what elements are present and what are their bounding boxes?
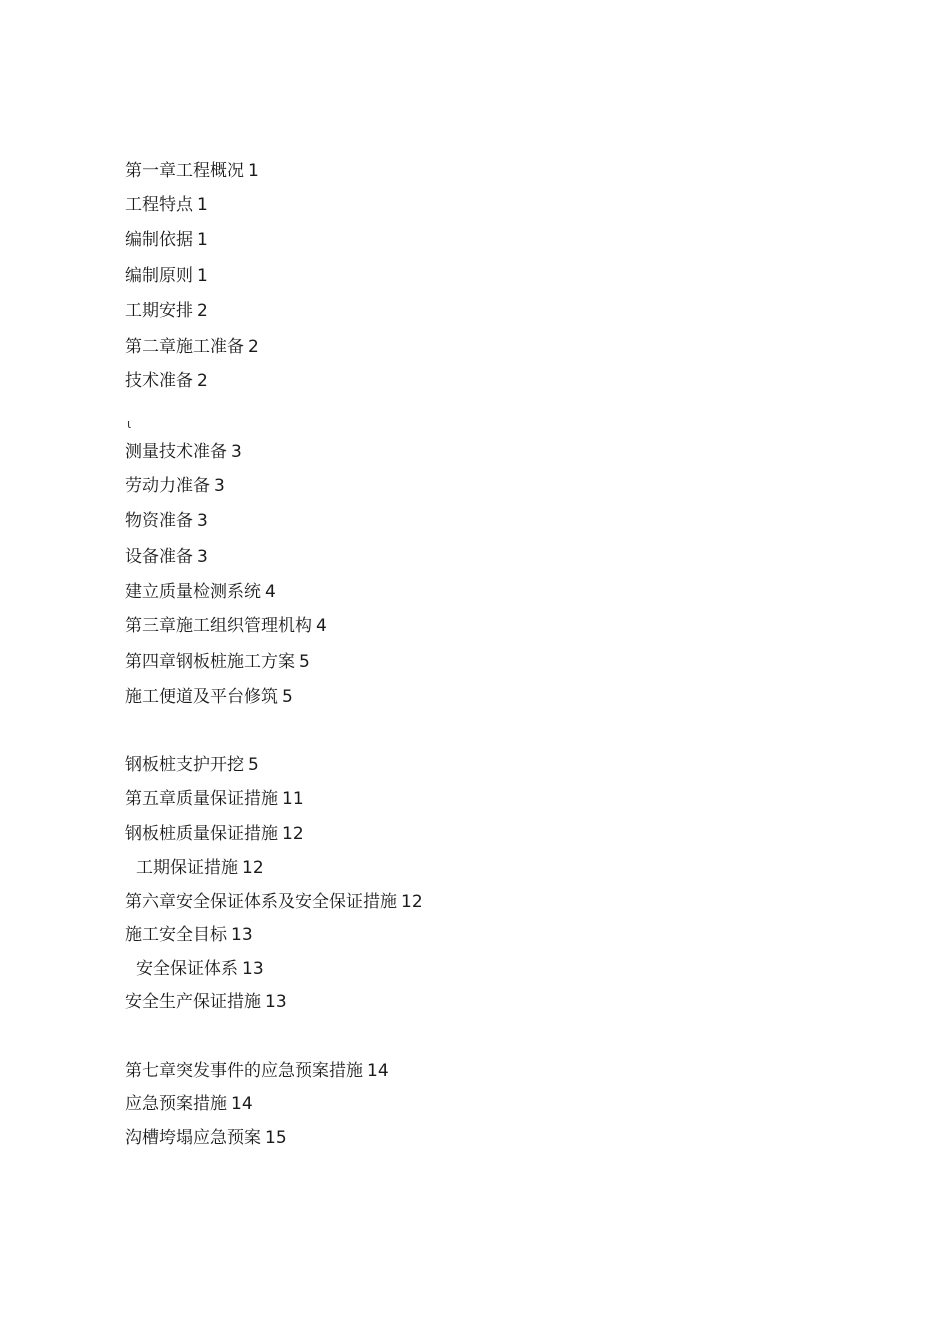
stray-mark: ɩ (127, 417, 132, 431)
toc-entry: 工程特点 1 (125, 195, 208, 215)
toc-entry: 第四章钢板桩施工方案 5 (125, 652, 310, 672)
toc-entry: 安全保证体系 13 (136, 959, 264, 979)
toc-entry: 第七章突发事件的应急预案措施 14 (125, 1061, 389, 1081)
toc-entry: 工期安排 2 (125, 301, 208, 321)
toc-entry: 第二章施工准备 2 (125, 337, 259, 357)
toc-entry: 第三章施工组织管理机构 4 (125, 616, 327, 636)
toc-entry: 钢板桩支护开挖 5 (125, 755, 259, 775)
toc-entry: 技术准备 2 (125, 371, 208, 391)
toc-entry: 劳动力准备 3 (125, 476, 225, 496)
toc-entry: 编制依据 1 (125, 230, 208, 250)
toc-entry: 第六章安全保证体系及安全保证措施 12 (125, 892, 423, 912)
toc-entry: 安全生产保证措施 13 (125, 992, 287, 1012)
toc-entry: 工期保证措施 12 (136, 858, 264, 878)
toc-entry: 沟槽垮塌应急预案 15 (125, 1128, 287, 1148)
toc-entry: 编制原则 1 (125, 266, 208, 286)
toc-entry: 物资准备 3 (125, 511, 208, 531)
toc-entry: 施工安全目标 13 (125, 925, 253, 945)
toc-entry: 钢板桩质量保证措施 12 (125, 824, 304, 844)
toc-entry: 建立质量检测系统 4 (125, 582, 276, 602)
toc-entry: 设备准备 3 (125, 547, 208, 567)
toc-entry: 测量技术准备 3 (125, 442, 242, 462)
toc-entry: 第五章质量保证措施 11 (125, 789, 304, 809)
toc-entry: 第一章工程概况 1 (125, 161, 259, 181)
toc-entry: 应急预案措施 14 (125, 1094, 253, 1114)
toc-entry: 施工便道及平台修筑 5 (125, 687, 293, 707)
